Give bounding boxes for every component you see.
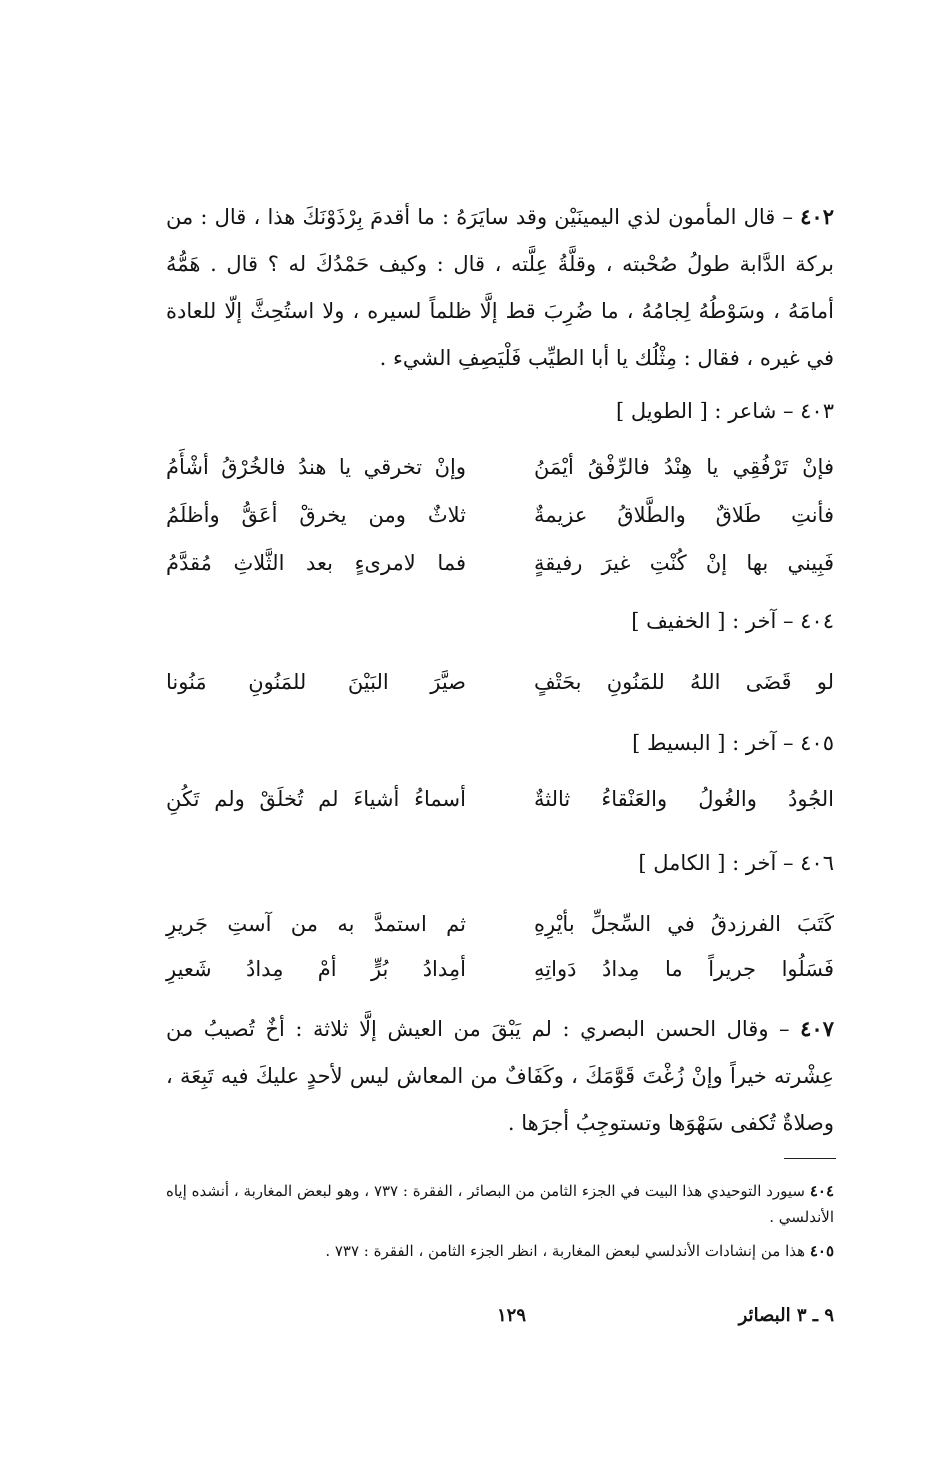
verse-first-hemistich: لو قَضَى اللهُ للمَنُونِ بحَتْفٍ	[534, 670, 834, 694]
paragraph-number: ٤٠٧	[800, 1016, 834, 1041]
paragraph-402	[166, 193, 834, 382]
section-heading-404: ٤٠٤ – آخر : [ الخفيف ]	[631, 609, 834, 633]
verse-first-hemistich: فأنتِ طَلاقٌ والطَّلاقُ عزيمةٌ	[534, 503, 834, 527]
paragraph-407	[166, 1005, 834, 1147]
page-number: ١٢٩	[496, 1305, 526, 1326]
footnote-divider	[784, 1158, 836, 1159]
verse-second-hemistich: ثم استمدَّ به من آستِ جَريرِ	[166, 912, 466, 936]
verse-first-hemistich: فَبِيني بها إنْ كُنْتِ غيرَ رفيقةٍ	[534, 551, 834, 575]
verse-second-hemistich: أسماءُ أشياءَ لم تُخلَقْ ولم تَكُنِ	[166, 787, 466, 811]
verse-line	[166, 539, 834, 587]
verse-second-hemistich: وإنْ تخرقي يا هندُ فالخُرْقُ أشْأَمُ	[166, 455, 466, 479]
section-heading-405: ٤٠٥ – آخر : [ البسيط ]	[632, 731, 834, 755]
footnote-number: ٤٠٥	[809, 1242, 834, 1260]
verse-first-hemistich: كَتَبَ الفرزدقُ في السِّجلِّ بأيْرِهِ	[534, 912, 834, 936]
paragraph-text: – وقال الحسن البصري : لم يَبْقَ من العيش إلَّا ثلاثة : أخٌ تُصيبُ من عِشْرته خيراً وإنْ زُغْتَ قَوَّمَكَ ، وكَفَافٌ من المعاش ليس لأحدٍ عليكَ فيه تَبِعَة ، وصلاةٌ تُكفى سَهْوَها وتستوجِبُ أجرَها .	[166, 1017, 834, 1135]
footnote	[166, 1178, 834, 1230]
verse-line	[166, 443, 834, 491]
verse-line	[166, 491, 834, 539]
printer-signature: ٩ ـ ٣ البصائر	[738, 1305, 834, 1326]
footnote-text: سيورد التوحيدي هذا البيت في الجزء الثامن من البصائر ، الفقرة : ٧٣٧ ، وهو لبعض المغاربة ، أنشده إياه الأندلسي .	[166, 1182, 834, 1226]
verse-second-hemistich: صيَّرَ البَيْنَ للمَنُونِ مَنُونا	[166, 670, 466, 694]
footnote	[166, 1238, 834, 1264]
paragraph-text: – قال المأمون لذي اليمينَيْن وقد سايَرَهُ : ما أقدمَ بِرْذَوْنَكَ هذا ، قال : من بركة الدَّابة طولُ صُحْبته ، وقلَّةُ عِلَّته ، قال : وكيف حَمْدُكَ له ؟ قال . هَمُّهُ أمامَهُ ، وسَوْطُهُ لِجامُهُ ، ما ضُرِبَ قط إلَّا ظلماً لسيره ، ولا استُحِثَّ إلّا للعادة في غيره ، فقال : مِثْلُك يا أبا الطيِّب فَلْيَصِفِ الشيء .	[166, 205, 834, 370]
paragraph-number: ٤٠٢	[800, 204, 834, 229]
verse-line	[166, 775, 834, 823]
footnote-number: ٤٠٤	[809, 1182, 834, 1200]
verse-first-hemistich: الجُودُ والغُولُ والعَنْقاءُ ثالثةٌ	[534, 787, 834, 811]
verse-first-hemistich: فإنْ تَرْفُقِي يا هِنْدُ فالرِّفْقُ أيْمَنُ	[534, 455, 834, 479]
verse-line	[166, 900, 834, 948]
section-heading-403: ٤٠٣ – شاعر : [ الطويل ]	[615, 399, 834, 423]
verse-first-hemistich: فَسَلُوا جريراً ما مِدادُ دَواتِهِ	[534, 957, 834, 981]
section-heading-406: ٤٠٦ – آخر : [ الكامل ]	[638, 851, 834, 875]
verse-second-hemistich: أمِدادُ بُرٍّ أمْ مِدادُ شَعيرِ	[166, 957, 466, 981]
verse-second-hemistich: ثلاثٌ ومن يخرقْ أعَقُّ وأظلَمُ	[166, 503, 466, 527]
verse-line	[166, 658, 834, 706]
footnote-text: هذا من إنشادات الأندلسي لبعض المغاربة ، انظر الجزء الثامن ، الفقرة : ٧٣٧ .	[325, 1242, 806, 1260]
verse-second-hemistich: فما لامرىءٍ بعد الثَّلاثِ مُقدَّمُ	[166, 551, 466, 575]
verse-line	[166, 945, 834, 993]
